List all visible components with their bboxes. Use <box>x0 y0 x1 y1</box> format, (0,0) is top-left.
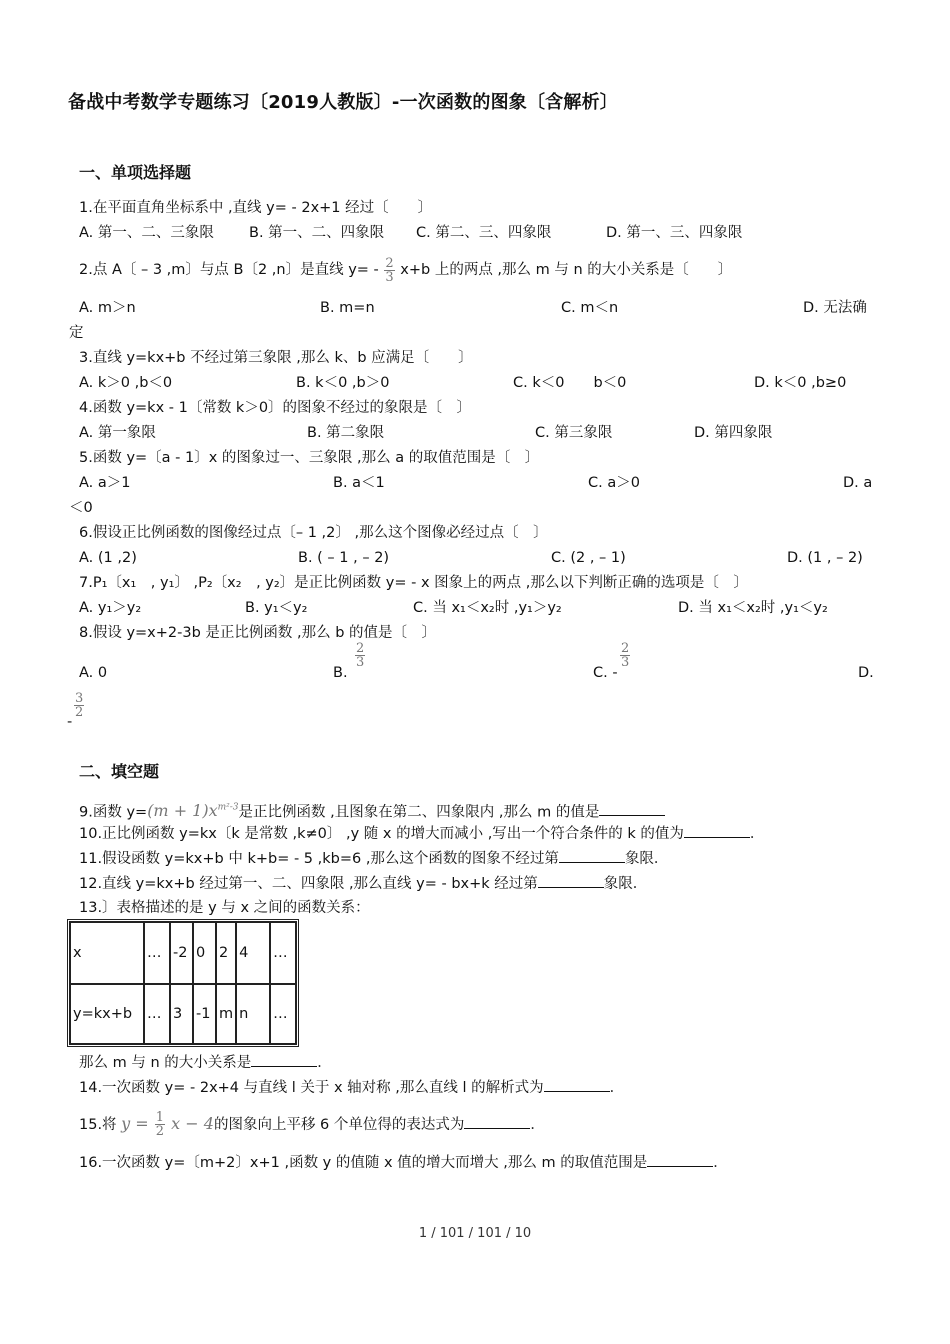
question-6-option-d: D. (1 , – 2) <box>787 550 863 566</box>
question-16: 16.一次函数 y=〔m+2〕x+1 ,函数 y 的值随 x 值的增大而增大 ,那么 m 的取值范围是 ． <box>79 1152 728 1173</box>
table-cell: y=kx+b <box>70 984 144 1044</box>
table-cell: -2 <box>170 922 193 984</box>
question-7-option-d: D. 当 x₁＜x₂时 ,y₁＜y₂ <box>678 600 828 616</box>
question-8-option-b-fraction: $\frac{2}{3}$ <box>356 641 365 670</box>
question-2-option-b: B. m=n <box>320 300 375 316</box>
table-cell: -1 <box>193 984 216 1044</box>
table-cell: … <box>144 922 170 984</box>
question-9 <box>79 794 665 826</box>
question-2-stem <box>79 248 732 292</box>
function-table <box>67 919 299 1047</box>
question-10: 10.正比例函数 y=kx〔k 是常数 ,k≠0〕 ,y 随 x 的增大而减小 ,写出一个符合条件的 k 的值为 ． <box>79 823 764 844</box>
question-5-stem: 5.函数 y=〔a - 1〕x 的图象过一、三象限 ,那么 a 的取值范围是〔 〕 <box>79 450 540 466</box>
question-8-option-a: A. 0 <box>79 665 108 681</box>
table-cell: x <box>70 922 144 984</box>
question-8-option-c: C. - <box>593 665 618 681</box>
question-9-prefix: 9.函数 y= <box>79 804 148 821</box>
answer-blank[interactable] <box>251 1052 317 1067</box>
page-number-footer: 1 / 101 / 101 / 10 <box>418 1226 532 1241</box>
answer-blank[interactable] <box>559 848 625 863</box>
section-heading-fill: 二、填空题 <box>79 762 160 781</box>
question-7-option-b: B. y₁＜y₂ <box>245 600 308 616</box>
table-cell: … <box>270 922 296 984</box>
question-8-option-c-fraction: $\frac{2}{3}$ <box>621 641 630 670</box>
table-cell: 2 <box>216 922 236 984</box>
section-heading-choice: 一、单项选择题 <box>79 163 192 182</box>
table-cell: … <box>270 984 296 1044</box>
document-title: 备战中考数学专题练习〔2019人教版〕-一次函数的图象〔含解析〕 <box>68 92 618 113</box>
question-1-stem: 1.在平面直角坐标系中 ,直线 y= - 2x+1 经过〔 〕 <box>79 200 433 216</box>
question-8-stem: 8.假设 y=x+2-3b 是正比例函数 ,那么 b 的值是〔 〕 <box>79 625 437 641</box>
question-2-stem-before: 2.点 A〔 – 3 ,m〕与点 B〔2 ,n〕是直线 y= - <box>79 262 379 278</box>
question-8-option-d-sign: - <box>67 714 73 730</box>
question-2-option-a: A. m＞n <box>79 300 136 316</box>
table-cell: … <box>144 984 170 1044</box>
table-cell: 4 <box>236 922 270 984</box>
question-12: 12.直线 y=kx+b 经过第一、二、四象限 ,那么直线 y= - bx+k 经过第 象限． <box>79 873 647 894</box>
question-15: 15.将 y = $\frac{1}{2}$ x − 4的图象向上平移 6 个单位得的表达式为 ． <box>79 1110 545 1139</box>
question-4-option-d: D. 第四象限 <box>694 425 773 441</box>
question-9-suffix: 是正比例函数 ,且图象在第二、四象限内 ,那么 m 的值是 <box>238 804 600 821</box>
table-cell: 0 <box>193 922 216 984</box>
table-row-y <box>70 984 296 1044</box>
answer-blank[interactable] <box>647 1152 713 1167</box>
question-3-option-a: A. k＞0 ,b＜0 <box>79 375 173 391</box>
fraction-two-thirds: $\frac{2}{3}$ <box>385 255 394 285</box>
question-4-option-c: C. 第三象限 <box>535 425 613 441</box>
table-cell: m <box>216 984 236 1044</box>
table-cell: 3 <box>170 984 193 1044</box>
question-15-formula: y = $\frac{1}{2}$ x − 4 <box>121 1110 214 1139</box>
question-1-option-c: C. 第二、三、四象限 <box>416 225 552 241</box>
question-5-option-a: A. a＞1 <box>79 475 131 491</box>
question-3-option-b: B. k＜0 ,b＞0 <box>296 375 390 391</box>
question-3-stem: 3.直线 y=kx+b 不经过第三象限 ,那么 k、b 应满足〔 〕 <box>79 350 473 366</box>
question-6-option-a: A. (1 ,2) <box>79 550 137 566</box>
question-13-stem: 13.〕表格描述的是 y 与 x 之间的函数关系： <box>79 900 370 916</box>
question-1-option-d: D. 第一、三、四象限 <box>606 225 743 241</box>
question-8-option-b: B. <box>333 665 348 681</box>
question-1-option-b: B. 第一、二、四象限 <box>249 225 385 241</box>
question-3-option-c: C. k＜0 b＜0 <box>513 375 627 391</box>
question-6-option-b: B. ( – 1 , – 2) <box>298 550 390 566</box>
answer-blank[interactable] <box>544 1077 610 1092</box>
question-4-option-a: A. 第一象限 <box>79 425 156 441</box>
question-1-option-a: A. 第一、二、三象限 <box>79 225 214 241</box>
question-8-option-d-fraction: $\frac{3}{2}$ <box>75 691 84 720</box>
question-2-option-c: C. m＜n <box>561 300 619 316</box>
question-8-option-d: D. <box>858 665 874 681</box>
question-6-option-c: C. (2 , – 1) <box>551 550 626 566</box>
answer-blank[interactable] <box>684 823 750 838</box>
question-14: 14.一次函数 y= - 2x+4 与直线 l 关于 x 轴对称 ,那么直线 l 的解析式为 ． <box>79 1077 624 1098</box>
question-2-stem-after: x+b 上的两点 ,那么 m 与 n 的大小关系是〔 〕 <box>400 262 733 278</box>
table-row-x <box>70 922 296 984</box>
question-5-option-b: B. a＜1 <box>333 475 385 491</box>
question-7-stem: 7.P₁〔x₁ , y₁〕 ,P₂〔x₂ , y₂〕是正比例函数 y= - x 图象上的两点 ,那么以下判断正确的选项是〔 〕 <box>79 575 748 591</box>
answer-blank[interactable] <box>464 1114 530 1129</box>
question-6-stem: 6.假设正比例函数的图像经过点〔– 1 ,2〕 ,那么这个图像必经过点〔 〕 <box>79 525 548 541</box>
question-11: 11.假设函数 y=kx+b 中 k+b= - 5 ,kb=6 ,那么这个函数的图象不经过第 象限． <box>79 848 668 869</box>
table-cell: n <box>236 984 270 1044</box>
question-7-option-c: C. 当 x₁＜x₂时 ,y₁＞y₂ <box>413 600 562 616</box>
question-3-option-d: D. k＜0 ,b≥0 <box>754 375 847 391</box>
question-4-option-b: B. 第二象限 <box>307 425 385 441</box>
question-2-option-d: D. 无法确 <box>803 300 867 316</box>
question-13-answer: 那么 m 与 n 的大小关系是 ． <box>79 1052 332 1073</box>
question-4-stem: 4.函数 y=kx - 1〔常数 k＞0〕的图象不经过的象限是〔 〕 <box>79 400 472 416</box>
question-2-option-d-wrap: 定 <box>69 325 84 341</box>
answer-blank[interactable] <box>538 873 604 888</box>
question-9-formula: $(m + 1)x^{m^2-3}$ <box>147 801 239 821</box>
question-7-option-a: A. y₁＞y₂ <box>79 600 142 616</box>
answer-blank[interactable] <box>599 801 665 816</box>
question-5-option-d: D. a <box>843 475 873 491</box>
question-5-option-d-wrap: ＜0 <box>69 500 93 516</box>
question-5-option-c: C. a＞0 <box>588 475 640 491</box>
